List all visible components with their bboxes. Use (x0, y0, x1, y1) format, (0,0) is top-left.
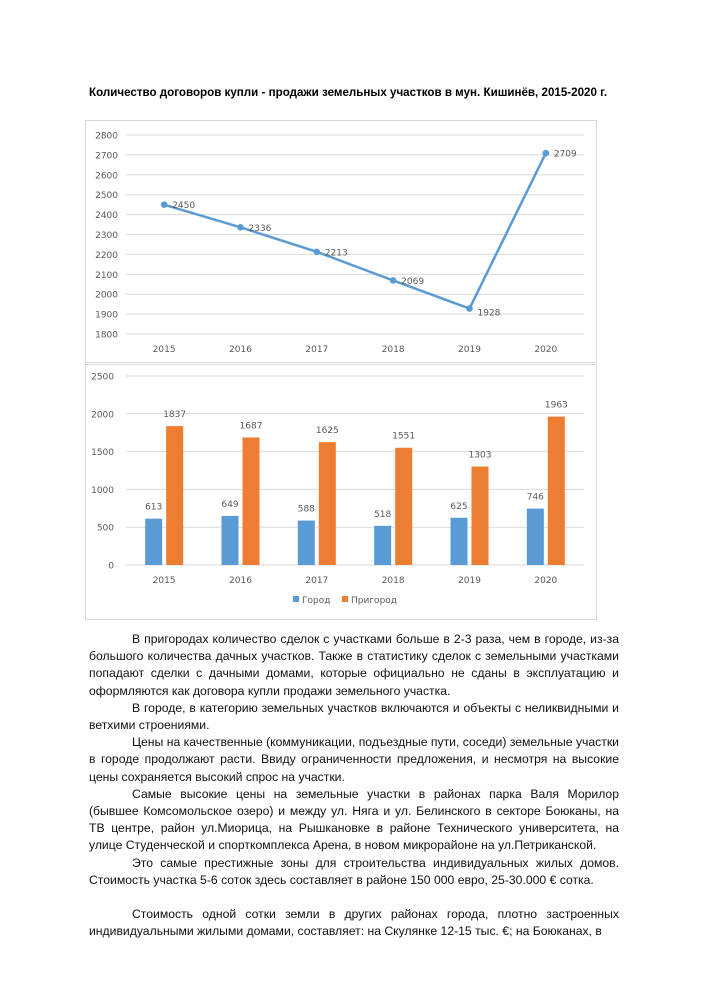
data-label: 518 (374, 509, 392, 520)
x-tick-label: 2019 (458, 345, 481, 355)
y-tick-label: 2500 (95, 191, 118, 202)
data-label: 588 (297, 504, 315, 515)
bar-suburb (319, 442, 336, 565)
data-point (237, 224, 244, 231)
line-chart-frame (85, 120, 597, 363)
x-tick-label: 2020 (534, 576, 558, 586)
bar-suburb (166, 426, 183, 565)
paragraph: Стоимость одной сотки земли в других районах города, плотно застроенных индивидуальными жилыми домами, составляет: на Скулянке 12-15 тыс. €; на Боюканах, в (89, 907, 619, 939)
data-point (314, 249, 321, 256)
y-tick-label: 1500 (91, 448, 114, 459)
legend-swatch (342, 596, 348, 602)
data-point (161, 201, 168, 208)
bar-chart (86, 365, 596, 619)
x-tick-label: 2017 (305, 576, 329, 586)
x-tick-label: 2016 (229, 345, 252, 355)
y-tick-label: 2000 (95, 290, 118, 301)
legend-label: Город (302, 596, 331, 606)
data-label: 625 (450, 501, 468, 512)
y-tick-label: 2700 (95, 151, 118, 162)
x-tick-label: 2015 (152, 345, 176, 355)
chart-title: Количество договоров купли - продажи земельных участков в мун. Кишинёв, 2015-2020 г. (89, 86, 608, 99)
bar-city (451, 518, 468, 565)
x-tick-label: 2018 (381, 345, 405, 355)
paragraph: В городе, в категорию земельных участков включаются и объекты с неликвидными и ветхими строениями. (89, 700, 619, 733)
y-tick-label: 2600 (95, 171, 118, 182)
x-tick-label: 2018 (381, 576, 405, 586)
y-tick-label: 2500 (91, 372, 114, 383)
bar-city (374, 526, 391, 565)
series-line (164, 153, 546, 308)
y-tick-label: 1000 (91, 485, 114, 496)
data-label: 1687 (239, 421, 263, 432)
x-tick-label: 2016 (229, 576, 252, 586)
data-label: 649 (221, 499, 239, 510)
data-label: 1303 (468, 450, 492, 461)
y-tick-label: 1900 (95, 310, 118, 321)
y-tick-label: 2200 (95, 250, 118, 261)
bar-city (527, 509, 544, 565)
bar-suburb (395, 448, 412, 565)
data-label: 2213 (324, 248, 348, 259)
data-label: 1551 (392, 431, 416, 442)
paragraph: В пригородах количество сделок с участками больше в 2-3 раза, чем в городе, из-за большого количества дачных участков. Также в статистику сделок с земельными участками попадают сделки с дачными домами, которые официально не сданы в эксплуатацию и оформляются как договора купли продажи земельного участка. (89, 632, 619, 698)
data-label: 2336 (248, 223, 272, 234)
data-point (466, 305, 473, 312)
y-tick-label: 2400 (95, 211, 118, 222)
bar-city (145, 519, 162, 565)
x-tick-label: 2015 (152, 576, 176, 586)
bar-suburb (548, 417, 565, 565)
data-point (543, 150, 550, 157)
body-text (89, 631, 619, 940)
data-label: 1928 (477, 308, 501, 319)
data-label: 1625 (315, 426, 339, 437)
y-tick-label: 1800 (95, 330, 118, 341)
data-label: 2709 (553, 149, 577, 160)
data-label: 2069 (401, 276, 425, 287)
x-tick-label: 2019 (458, 576, 481, 586)
bar-city (222, 516, 239, 565)
bar-suburb (472, 466, 489, 565)
x-tick-label: 2017 (305, 345, 329, 355)
x-tick-label: 2020 (534, 345, 558, 355)
data-label: 1837 (163, 410, 187, 421)
y-tick-label: 2100 (95, 270, 118, 281)
line-chart (86, 121, 596, 362)
paragraph: Самые высокие цены на земельные участки в районах парка Валя Морилор (бывшее Комсомольское озеро) и между ул. Няга и ул. Белинского в секторе Боюканы, на ТВ центре, район ул.Миорица, на Рышкановке в районе Технического университета, на улице Студенческой и спорткомплекса Арена, в новом микрорайоне на ул.Петриканской. (89, 786, 619, 853)
bar-suburb (243, 437, 260, 565)
y-tick-label: 2000 (91, 410, 114, 421)
bar-chart-frame (85, 364, 597, 620)
data-label: 2450 (172, 201, 196, 212)
data-point (390, 277, 397, 284)
y-tick-label: 0 (108, 561, 114, 572)
data-label: 1963 (544, 400, 568, 411)
data-label: 613 (145, 502, 163, 513)
data-label: 746 (526, 492, 544, 503)
bar-city (298, 521, 315, 565)
paragraph: Это самые престижные зоны для строительства индивидуальных жилых домов. Стоимость участка 5-6 соток здесь составляет в районе 150 000 евро, 25-30.000 € сотка. (89, 855, 619, 887)
y-tick-label: 2300 (95, 231, 118, 241)
legend-label: Пригород (351, 596, 398, 606)
y-tick-label: 500 (96, 523, 114, 534)
legend-swatch (293, 596, 299, 602)
paragraph: Цены на качественные (коммуникации, подъездные пути, соседи) земельные участки в городе продолжают расти. Ввиду ограниченности предложения, и несмотря на высокие цены сохраняется высокий спрос на участки. (89, 735, 619, 784)
y-tick-label: 2800 (95, 131, 118, 142)
